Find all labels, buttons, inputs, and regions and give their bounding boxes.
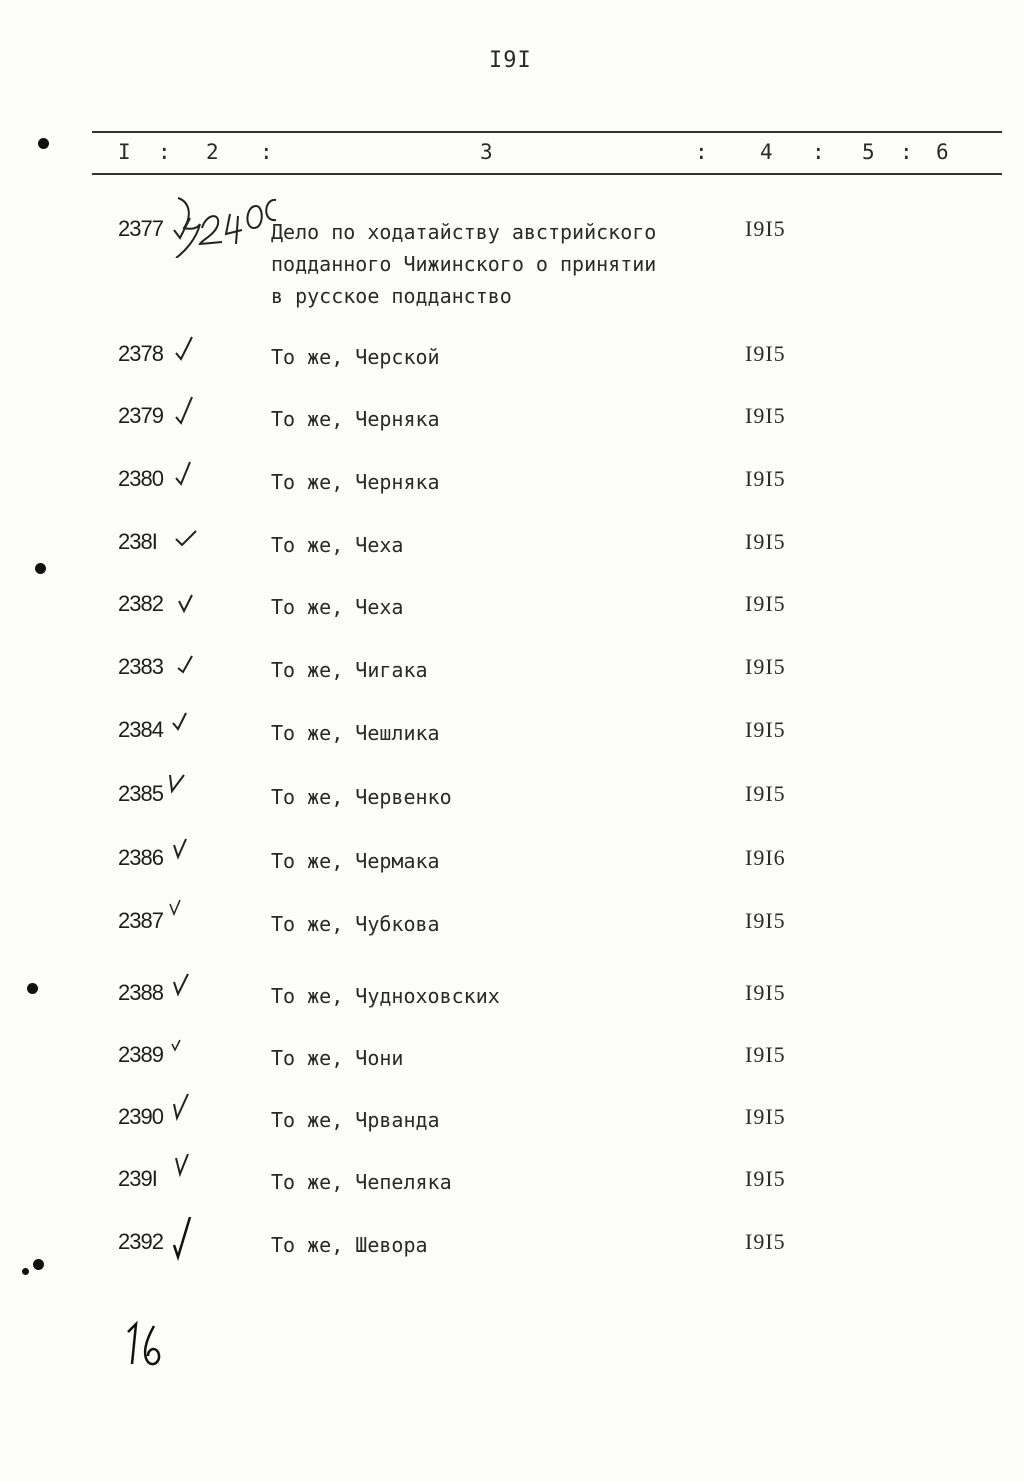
handwritten-footer-mark bbox=[124, 1320, 174, 1370]
check-mark-icon bbox=[172, 329, 196, 369]
row-description: То же, Чони bbox=[271, 1046, 404, 1070]
punch-hole-mark bbox=[38, 138, 49, 149]
row-number: 2383 bbox=[118, 654, 163, 679]
check-mark-icon bbox=[166, 769, 190, 809]
row-description: То же, Шевора bbox=[271, 1233, 428, 1257]
row-year: I9I5 bbox=[745, 466, 786, 491]
column-separator: : bbox=[900, 140, 913, 164]
check-mark-icon bbox=[166, 1030, 190, 1070]
column-separator: : bbox=[812, 140, 825, 164]
check-mark-icon bbox=[172, 1154, 196, 1194]
row-description: То же, Черняка bbox=[271, 470, 440, 494]
column-header-1: I bbox=[118, 140, 131, 164]
check-mark-icon bbox=[168, 1217, 196, 1267]
check-mark-icon bbox=[170, 705, 194, 745]
row-number: 2389 bbox=[118, 1042, 163, 1067]
row-number: 238I bbox=[118, 529, 157, 554]
check-mark-icon bbox=[172, 454, 196, 494]
row-description: То же, Чрванда bbox=[271, 1108, 440, 1132]
row-number: 2380 bbox=[118, 466, 163, 491]
column-header-5: 5 bbox=[862, 140, 875, 164]
check-mark-icon bbox=[172, 517, 200, 557]
check-mark-icon bbox=[170, 204, 194, 244]
check-mark-icon bbox=[174, 642, 198, 682]
row-number: 2386 bbox=[118, 845, 163, 870]
row-description: То же, Чудноховских bbox=[271, 984, 500, 1008]
column-separator: : bbox=[260, 140, 273, 164]
column-header-4: 4 bbox=[760, 140, 773, 164]
row-number: 2385 bbox=[118, 781, 163, 806]
row-year: I9I5 bbox=[745, 403, 786, 428]
row-description: То же, Черской bbox=[271, 345, 440, 369]
check-mark-icon bbox=[172, 391, 196, 431]
row-number: 2377 bbox=[118, 216, 163, 241]
row-description: То же, Черняка bbox=[271, 407, 440, 431]
page-number: I9I bbox=[489, 48, 532, 73]
row-description: То же, Чеха bbox=[271, 595, 404, 619]
row-year: I9I5 bbox=[745, 529, 786, 554]
row-number: 2384 bbox=[118, 717, 163, 742]
check-mark-icon bbox=[170, 968, 194, 1008]
row-number: 2378 bbox=[118, 341, 163, 366]
row-year: I9I5 bbox=[745, 1166, 786, 1191]
row-year: I9I5 bbox=[745, 717, 786, 742]
row-year: I9I6 bbox=[745, 845, 786, 870]
row-year: I9I5 bbox=[745, 908, 786, 933]
row-description: То же, Чеха bbox=[271, 533, 404, 557]
check-mark-icon bbox=[170, 1092, 194, 1132]
row-description: То же, Чигака bbox=[271, 658, 428, 682]
row-year: I9I5 bbox=[745, 781, 786, 806]
row-year: I9I5 bbox=[745, 1229, 786, 1254]
row-number: 2390 bbox=[118, 1104, 163, 1129]
row-year: I9I5 bbox=[745, 980, 786, 1005]
check-mark-icon bbox=[166, 896, 190, 936]
row-number: 2387 bbox=[118, 908, 163, 933]
row-number: 239I bbox=[118, 1166, 157, 1191]
row-number: 2388 bbox=[118, 980, 163, 1005]
punch-hole-mark bbox=[33, 1259, 44, 1270]
row-description: Дело по ходатайству австрийского подданного Чижинского о принятии в русское подданство bbox=[271, 220, 657, 308]
row-year: I9I5 bbox=[745, 1042, 786, 1067]
row-year: I9I5 bbox=[745, 216, 786, 241]
row-number: 2382 bbox=[118, 591, 163, 616]
row-number: 2392 bbox=[118, 1229, 163, 1254]
punch-hole-mark bbox=[35, 563, 46, 574]
row-description: То же, Чермака bbox=[271, 849, 440, 873]
row-year: I9I5 bbox=[745, 654, 786, 679]
row-description: То же, Червенко bbox=[271, 785, 452, 809]
column-header-6: 6 bbox=[936, 140, 949, 164]
column-separator: : bbox=[158, 140, 171, 164]
row-number: 2379 bbox=[118, 403, 163, 428]
row-year: I9I5 bbox=[745, 341, 786, 366]
row-description: То же, Чубкова bbox=[271, 912, 440, 936]
row-description: То же, Чепеляка bbox=[271, 1170, 452, 1194]
check-mark-icon bbox=[174, 579, 198, 619]
punch-hole-mark bbox=[27, 983, 38, 994]
punch-hole-mark bbox=[22, 1268, 29, 1275]
check-mark-icon bbox=[170, 833, 194, 873]
column-header-3: 3 bbox=[480, 140, 493, 164]
column-separator: : bbox=[695, 140, 708, 164]
row-description: То же, Чешлика bbox=[271, 721, 440, 745]
column-header-2: 2 bbox=[206, 140, 219, 164]
row-year: I9I5 bbox=[745, 1104, 786, 1129]
row-year: I9I5 bbox=[745, 591, 786, 616]
